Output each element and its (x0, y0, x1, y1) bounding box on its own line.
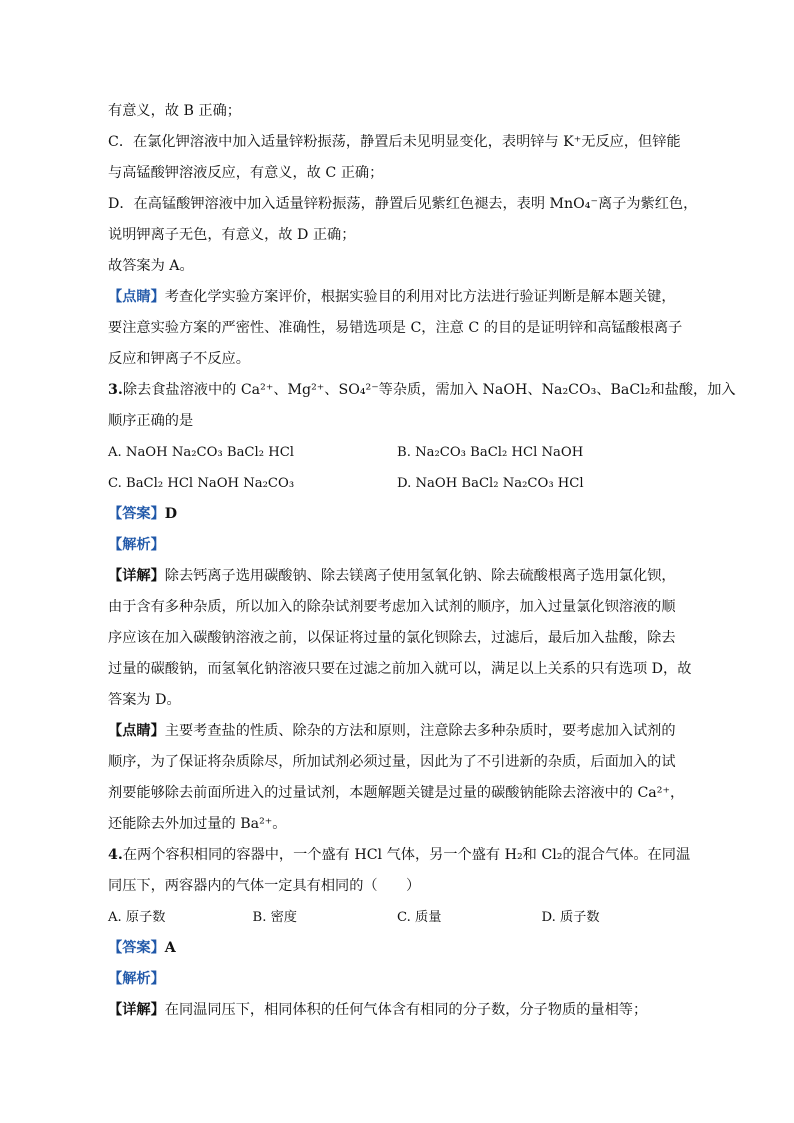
text-line: 故答案为 A。 (108, 258, 194, 274)
text-line: 反应和钾离子不反应。 (108, 351, 250, 367)
detail-text: 在同温同压下，相同体积的任何气体含有相同的分子数，分子物质的量相等； (164, 1002, 648, 1018)
text-line: 与高锰酸钾溶液反应，有意义，故 C 正确； (108, 165, 384, 181)
answer-section (108, 933, 686, 964)
answer-section (108, 499, 686, 530)
answer-value: D (164, 506, 178, 522)
detail-section (108, 995, 686, 1026)
question-3-stem (108, 375, 736, 406)
text-line: 顺序，为了保证将杂质除尽，所加试剂必须过量，因此为了不引进新的杂质，后面加入的试 (108, 754, 676, 770)
option-c: C. BaCl₂ HCl NaOH Na₂CO₃ (108, 476, 295, 491)
text-line: 要注意实验方案的严密性、准确性，易错选项是 C，注意 C 的目的是证明锌和高锰酸根离子 (108, 320, 683, 336)
text-line: 还能除去外加过量的 Ba²⁺。 (108, 816, 287, 832)
answer-value: A (164, 940, 176, 956)
text-line: C．在氯化钾溶液中加入适量锌粉振荡，静置后未见明显变化，表明锌与 K⁺无反应，但锌能 (108, 134, 681, 150)
answer-label: 【答案】 (108, 506, 165, 522)
point-label: 【点睛】 (108, 289, 165, 305)
option-c: C. 质量 (397, 910, 442, 925)
point-section (108, 716, 686, 747)
text-line: D．在高锰酸钾溶液中加入适量锌粉振荡，静置后见紫红色褪去，表明 MnO₄⁻离子为紫红色， (108, 196, 698, 212)
question-number: 3. (108, 382, 123, 398)
question-stem-text: 除去食盐溶液中的 Ca²⁺、Mg²⁺、SO₄²⁻等杂质，需加入 NaOH、Na₂CO₃、BaCl₂和盐酸，加入 (122, 382, 736, 398)
option-b: B. Na₂CO₃ BaCl₂ HCl NaOH (397, 445, 584, 460)
detail-text: 除去钙离子选用碳酸钠、除去镁离子使用氢氧化钠、除去硫酸根离子选用氯化钡， (164, 568, 676, 584)
text-line: 同压下，两容器内的气体一定具有相同的（ ） (108, 878, 421, 894)
option-d: D. NaOH BaCl₂ Na₂CO₃ HCl (397, 476, 584, 491)
point-text: 考查化学实验方案评价，根据实验目的利用对比方法进行验证判断是解本题关键， (164, 289, 676, 305)
point-text: 主要考查盐的性质、除杂的方法和原则，注意除去多种杂质时，要考虑加入试剂的 (164, 723, 676, 739)
analysis-label: 【解析】 (108, 971, 165, 987)
text-line: 说明钾离子无色，有意义，故 D 正确； (108, 227, 356, 243)
point-label: 【点睛】 (108, 723, 165, 739)
text-line: 由于含有多种杂质，所以加入的除杂试剂要考虑加入试剂的顺序，加入过量氯化钡溶液的顺 (108, 599, 676, 615)
text-line: 顺序正确的是 (108, 413, 194, 429)
option-a: A. NaOH Na₂CO₃ BaCl₂ HCl (108, 445, 295, 460)
document-page (108, 96, 736, 1026)
question-stem-text: 在两个容积相同的容器中，一个盛有 HCl 气体，另一个盛有 H₂和 Cl₂的混合气体。在同温 (122, 847, 691, 863)
text-line: 过量的碳酸钠，而氢氧化钠溶液只要在过滤之前加入就可以，满足以上关系的只有选项 D，故 (108, 661, 692, 677)
option-d: D. 质子数 (541, 910, 600, 925)
text-line: 剂要能够除去前面所进入的过量试剂，本题解题关键是过量的碳酸钠能除去溶液中的 Ca²⁺， (108, 785, 685, 801)
detail-label: 【详解】 (108, 568, 165, 584)
text-line: 答案为 D。 (108, 692, 181, 708)
options-row (108, 437, 686, 468)
text-line: 有意义，故 B 正确； (108, 103, 241, 119)
question-number: 4. (108, 847, 123, 863)
analysis-label: 【解析】 (108, 537, 165, 553)
question-4-stem (108, 840, 691, 871)
detail-label: 【详解】 (108, 1002, 165, 1018)
detail-section (108, 561, 686, 592)
answer-label: 【答案】 (108, 940, 165, 956)
options-row (108, 468, 686, 499)
options-row (108, 902, 686, 933)
option-b: B. 密度 (252, 910, 297, 925)
analysis-section (108, 964, 686, 995)
text-line: 序应该在加入碳酸钠溶液之前，以保证将过量的氯化钡除去，过滤后，最后加入盐酸，除去 (108, 630, 676, 646)
analysis-section (108, 530, 686, 561)
option-a: A. 原子数 (108, 910, 166, 925)
point-section (108, 282, 686, 313)
